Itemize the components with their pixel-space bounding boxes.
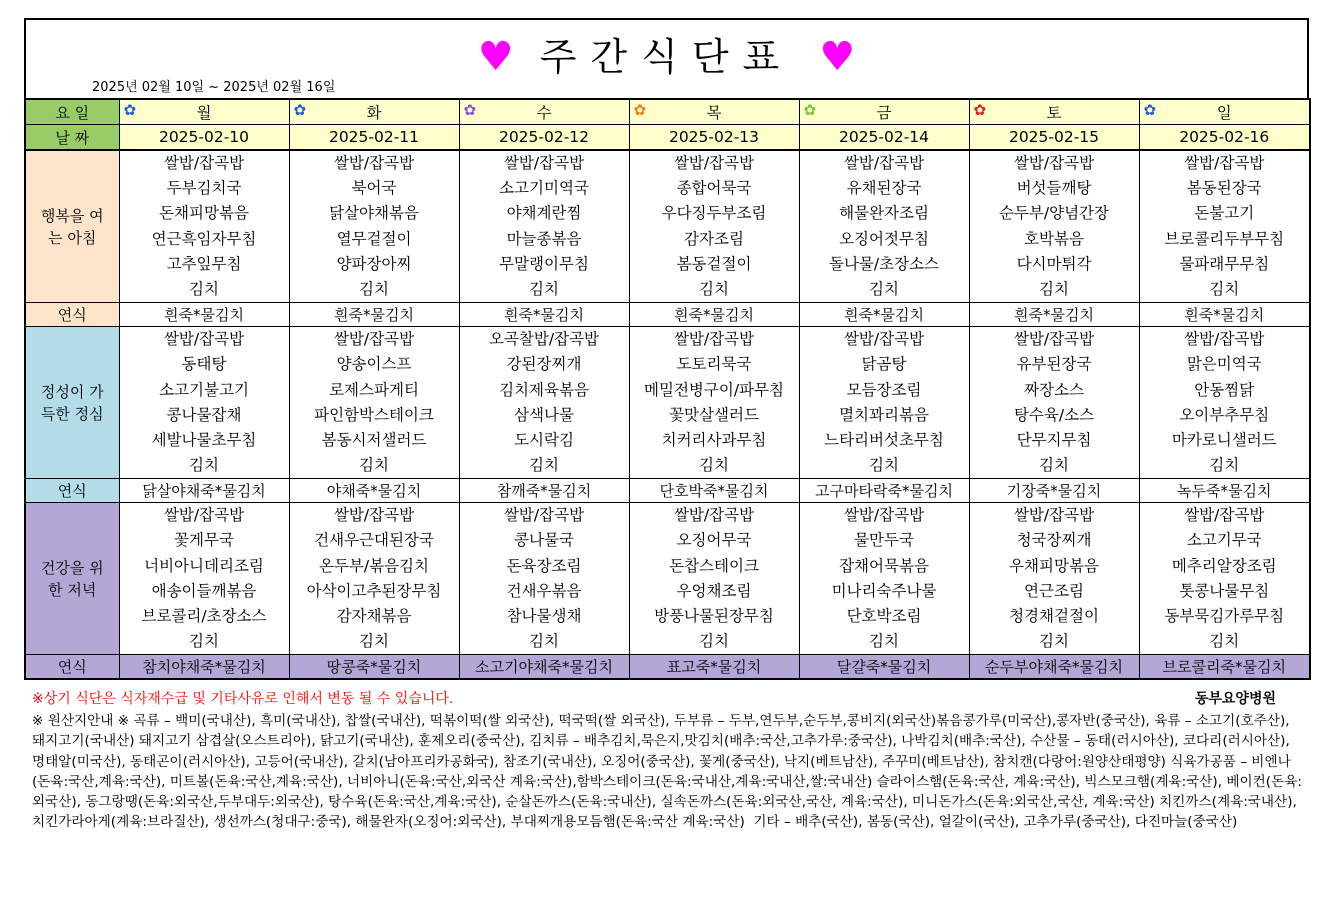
- menu-item: 김치: [529, 279, 559, 298]
- menu-item: 쌀밥/잡곡밥: [503, 506, 585, 525]
- menu-item: 브로콜리/초장소스: [141, 607, 267, 625]
- menu-item: 돌나물/초장소스: [828, 254, 940, 273]
- menu-item: 봄동된장국: [1186, 179, 1262, 198]
- day-header: [799, 99, 969, 125]
- menu-item: 쌀밥/잡곡밥: [843, 330, 925, 349]
- breakfast-cell: [1139, 150, 1310, 303]
- menu-item: 김치: [699, 456, 729, 475]
- lunch-cell: [799, 327, 969, 479]
- day-date: 2025-02-11: [289, 125, 459, 151]
- menu-item: 김치: [699, 632, 729, 651]
- lunch-cell: [119, 327, 289, 479]
- menu-item: 고추잎무침: [166, 254, 242, 273]
- menu-item: 단무지무침: [1016, 430, 1092, 449]
- breakfast-cell: [969, 150, 1139, 303]
- green-flower-icon: ✿: [803, 101, 817, 119]
- day-name: 목: [706, 104, 722, 122]
- menu-item: 김치: [1209, 279, 1240, 298]
- snack-label: 연식: [25, 303, 119, 327]
- snack-cell: 고구마타락죽*물김치: [799, 479, 969, 503]
- menu-item: 마늘종볶음: [506, 229, 582, 248]
- menu-item: 종합어묵국: [676, 179, 752, 198]
- day-header: [289, 99, 459, 125]
- snack-cell: 달걀죽*물김치: [799, 655, 969, 680]
- change-notice: ※상기 식단은 식자재수급 및 기타사유로 인해서 변동 될 수 있습니다.: [32, 691, 454, 707]
- menu-item: 김치: [529, 456, 559, 475]
- menu-item: 김치: [189, 456, 219, 475]
- day-name: 금: [876, 104, 892, 122]
- menu-item: 두부김치국: [166, 179, 242, 198]
- heart-icon: ♥: [819, 34, 856, 80]
- day-name: 월: [196, 104, 212, 122]
- menu-item: 닭곰탕: [861, 355, 907, 374]
- menu-item: 양송이스프: [336, 355, 412, 374]
- dinner-label: 건강을 위한 저녁: [25, 503, 119, 655]
- snack-cell: 순두부야채죽*물김치: [969, 655, 1139, 680]
- menu-item: 김치: [1039, 279, 1069, 298]
- menu-item: 감자조림: [684, 229, 744, 248]
- day-header: [459, 99, 629, 125]
- menu-item: 쌀밥/잡곡밥: [1184, 154, 1265, 172]
- menu-item: 오징어젓무침: [839, 229, 929, 248]
- menu-item: 우채피망볶음: [1009, 556, 1099, 575]
- menu-item: 양파장아찌: [336, 254, 412, 273]
- dinner-cell: [459, 503, 629, 655]
- menu-item: 애송이들깨볶음: [151, 581, 257, 600]
- menu-item: 야채계란찜: [506, 204, 582, 223]
- menu-item: 닭살야채볶음: [329, 204, 419, 223]
- lunch-cell: [289, 327, 459, 479]
- menu-item: 쌀밥/잡곡밥: [333, 154, 415, 172]
- menu-item: 브로콜리두부무침: [1164, 229, 1285, 248]
- menu-item: 안동찜닭: [1194, 380, 1255, 399]
- menu-item: 콩나물국: [514, 531, 574, 550]
- menu-item: 봄동겉절이: [676, 254, 752, 273]
- menu-item: 쌀밥/잡곡밥: [333, 330, 415, 349]
- menu-item: 소고기미역국: [499, 179, 589, 198]
- menu-item: 탕수육/소스: [1013, 405, 1095, 424]
- menu-item: 온두부/볶음김치: [318, 556, 430, 575]
- menu-item: 쌀밥/잡곡밥: [1184, 330, 1265, 349]
- menu-item: 다시마튀각: [1016, 254, 1092, 273]
- menu-item: 김치: [189, 279, 219, 298]
- snack-cell: 닭살야채죽*물김치: [119, 479, 289, 503]
- menu-item: 단호박조림: [846, 607, 922, 625]
- menu-item: 쌀밥/잡곡밥: [673, 154, 755, 172]
- day-date: 2025-02-10: [119, 125, 289, 151]
- snack-cell: 브로콜리죽*물김치: [1139, 655, 1310, 680]
- menu-item: 오곡찰밥/잡곡밥: [488, 330, 600, 349]
- heart-icon: ♥: [477, 34, 514, 80]
- menu-item: 김치: [869, 279, 899, 298]
- menu-item: 돈찹스테이크: [669, 556, 759, 575]
- menu-item: 쌀밥/잡곡밥: [843, 154, 925, 172]
- snack-label: 연식: [25, 655, 119, 680]
- snack-label: 연식: [25, 479, 119, 503]
- menu-item: 유부된장국: [1016, 355, 1092, 374]
- lunch-cell: [629, 327, 799, 479]
- menu-item: 김치: [1039, 632, 1069, 651]
- dinner-cell: [119, 503, 289, 655]
- menu-item: 방풍나물된장무침: [654, 607, 774, 625]
- menu-item: 쌀밥/잡곡밥: [163, 506, 245, 525]
- menu-item: 김치: [1209, 632, 1240, 651]
- lunch-label: 정성이 가득한 정심: [25, 327, 119, 479]
- day-date: 2025-02-12: [459, 125, 629, 151]
- menu-item: 로제스파게티: [329, 380, 419, 399]
- menu-item: 세발나물초무침: [151, 430, 257, 449]
- day-header: [629, 99, 799, 125]
- menu-item: 소고기무국: [1186, 531, 1262, 550]
- day-header: [1139, 99, 1310, 125]
- snack-cell: 흰죽*물김치: [799, 303, 969, 327]
- menu-item: 김치: [359, 632, 389, 651]
- menu-item: 미나리숙주나물: [831, 581, 937, 600]
- menu-table: [24, 98, 1311, 680]
- menu-item: 삼색나물: [514, 405, 574, 424]
- menu-item: 김치: [699, 279, 729, 298]
- menu-item: 김치: [189, 632, 219, 651]
- origin-info: ※ 원산지안내 ※ 곡류 – 백미(국내산), 흑미(국내산), 찹쌀(국내산), 떡볶이떡(쌀 외국산), 떡국떡(쌀 외국산), 두부류 – 두부,연두부,순두부,콩비지(외국산)볶음콩가루(미국산),콩자반(중국산), 육류 – 소고기(호주산), 돼지고기(국내산) 돼지고기 삼겹살(오스트리아), 닭고기(국내산), 훈제오리(중국산), 김치류 – 배추김치,묵은지,맛김치(배추:국산,고추가루:중국산), 나박김치(배추:국산), 수산물 – 동태(러시아산), 코다리(러시아산), 명태알(미국산), 동태곤이(러시아산), 고등어(국내산), 갈치(남아프리카공화국), 참조기(국내산), 오징어(중국산), 꽃게(중국산), 낙지(베트남산), 주꾸미(베트남산), 참치캔(다랑어:원양산태평양) 식육가공품 – 비엔나(돈육:국산,계육:국산), 미트볼(돈육:국산,계육:국산), 너비아니(돈육:국산,외국산 계육:국산),함박스테이크(돈육:국내산,계육:국내산,쌀:국내산) 슬라이스햄(돈육:국산, 계육:국산), 빅스모크햄(계육:국산), 베이컨(돈육:외국산), 동그랑땡(돈육:외국산,두부대두:외국산), 탕수육(돈육:국산,계육:국산), 순살돈까스(돈육:국내산), 실속돈까스(돈육:외국산,국산, 계육:국산), 미니돈가스(돈육:외국산,국산, 계육:국산) 치킨까스(계육:국내산),치킨가라아게(계육:브라질산), 생선까스(청대구:중국), 해물완자(오징어:외국산), 부대찌개용모듬햄(돈육:국산 계육:국산) 기타 – 배추(국산), 봄동(국산), 얼갈이(국산), 고추가루(중국산), 다진마늘(중국산): [32, 713, 1302, 831]
- hospital-name: 동부요양병원: [1194, 691, 1276, 707]
- menu-item: 메밀전병구이/파무침: [644, 380, 784, 399]
- menu-item: 북어국: [351, 179, 397, 198]
- menu-item: 치커리사과무침: [661, 430, 767, 449]
- menu-item: 순두부/양념간장: [998, 204, 1110, 223]
- day-name: 화: [366, 104, 382, 122]
- menu-item: 해물완자조림: [839, 204, 929, 223]
- menu-item: 청경채겉절이: [1009, 607, 1099, 625]
- menu-item: 멸치꽈리볶음: [839, 405, 929, 424]
- dinner-cell: [629, 503, 799, 655]
- date-label: 날 짜: [25, 125, 119, 151]
- menu-item: 오징어무국: [676, 531, 752, 550]
- day-header: [119, 99, 289, 125]
- menu-item: 쌀밥/잡곡밥: [1013, 154, 1095, 172]
- menu-item: 아삭이고추된장무침: [306, 581, 442, 600]
- dinner-cell: [799, 503, 969, 655]
- menu-item: 김치: [869, 632, 899, 651]
- day-date: 2025-02-13: [629, 125, 799, 151]
- orange-flower-icon: ✿: [633, 101, 647, 119]
- menu-item: 쌀밥/잡곡밥: [673, 330, 755, 349]
- menu-item: 돈채피망볶음: [159, 204, 249, 223]
- menu-item: 쌀밥/잡곡밥: [163, 330, 245, 349]
- snack-cell: 단호박죽*물김치: [629, 479, 799, 503]
- menu-item: 마카로니샐러드: [1171, 430, 1277, 449]
- snack-cell: 흰죽*물김치: [1139, 303, 1310, 327]
- menu-item: 맑은미역국: [1186, 355, 1262, 374]
- red-flower-icon: ✿: [973, 101, 987, 119]
- snack-cell: 흰죽*물김치: [289, 303, 459, 327]
- lunch-cell: [1139, 327, 1310, 479]
- menu-item: 꽃맛살샐러드: [669, 405, 759, 424]
- breakfast-cell: [629, 150, 799, 303]
- menu-item: 청국장찌개: [1016, 531, 1092, 550]
- breakfast-cell: [459, 150, 629, 303]
- menu-item: 김치: [1209, 456, 1240, 475]
- menu-item: 우다징두부조림: [661, 204, 767, 223]
- menu-item: 무말랭이무침: [499, 254, 589, 273]
- snack-cell: 녹두죽*물김치: [1139, 479, 1310, 503]
- menu-item: 메추리알장조림: [1171, 556, 1277, 575]
- menu-item: 봄동시저샐러드: [321, 430, 427, 449]
- snack-cell: 참치야채죽*물김치: [119, 655, 289, 680]
- lunch-cell: [459, 327, 629, 479]
- menu-item: 우엉채조림: [676, 581, 752, 600]
- lunch-cell: [969, 327, 1139, 479]
- title-text: 주간식단표: [539, 35, 794, 79]
- day-label: 요 일: [25, 99, 119, 125]
- dinner-cell: [1139, 503, 1310, 655]
- menu-item: 물만두국: [854, 531, 914, 550]
- menu-item: 물파래무무침: [1179, 254, 1270, 273]
- menu-item: 쌀밥/잡곡밥: [163, 154, 245, 172]
- breakfast-cell: [119, 150, 289, 303]
- dinner-cell: [969, 503, 1139, 655]
- menu-item: 쌀밥/잡곡밥: [1013, 506, 1095, 525]
- menu-item: 돈불고기: [1194, 204, 1255, 223]
- snack-cell: 흰죽*물김치: [459, 303, 629, 327]
- menu-item: 짜장소스: [1024, 380, 1084, 399]
- menu-item: 쌀밥/잡곡밥: [1013, 330, 1095, 349]
- day-header: [969, 99, 1139, 125]
- menu-item: 강된장찌개: [506, 355, 582, 374]
- title-box: [24, 18, 1309, 98]
- snack-cell: 기장죽*물김치: [969, 479, 1139, 503]
- snack-cell: 참깨죽*물김치: [459, 479, 629, 503]
- page-title: [26, 26, 1307, 81]
- menu-item: 쌀밥/잡곡밥: [333, 506, 415, 525]
- menu-item: 콩나물잡채: [166, 405, 242, 424]
- menu-item: 오이부추무침: [1179, 405, 1270, 424]
- menu-item: 열무겉절이: [336, 229, 412, 248]
- menu-item: 건새우근대된장국: [314, 531, 434, 550]
- snack-cell: 땅콩죽*물김치: [289, 655, 459, 680]
- menu-item: 참나물생채: [506, 607, 582, 625]
- snack-cell: 표고죽*물김치: [629, 655, 799, 680]
- menu-item: 동태탕: [181, 355, 227, 374]
- menu-item: 파인함박스테이크: [314, 405, 434, 424]
- day-name: 일: [1216, 104, 1232, 122]
- menu-item: 김치: [529, 632, 559, 651]
- breakfast-label: 행복을 여는 아침: [25, 150, 119, 303]
- snack-cell: 흰죽*물김치: [119, 303, 289, 327]
- blue-flower-icon: ✿: [1143, 101, 1157, 119]
- day-name: 수: [536, 104, 552, 122]
- day-date: 2025-02-14: [799, 125, 969, 151]
- menu-item: 너비아니데리조림: [144, 556, 264, 575]
- breakfast-cell: [799, 150, 969, 303]
- menu-item: 도토리묵국: [676, 355, 752, 374]
- blue-flower-icon: ✿: [293, 101, 307, 119]
- menu-item: 김치제육볶음: [499, 380, 589, 399]
- menu-item: 쌀밥/잡곡밥: [843, 506, 925, 525]
- menu-item: 쌀밥/잡곡밥: [503, 154, 585, 172]
- day-date: 2025-02-16: [1139, 125, 1310, 151]
- menu-item: 쌀밥/잡곡밥: [673, 506, 755, 525]
- day-date: 2025-02-15: [969, 125, 1139, 151]
- menu-item: 유채된장국: [846, 179, 922, 198]
- menu-item: 건새우볶음: [506, 581, 582, 600]
- menu-period: 2025년 02월 10일 ~ 2025년 02월 16일: [92, 80, 336, 95]
- breakfast-cell: [289, 150, 459, 303]
- blue-flower-icon: ✿: [123, 101, 137, 119]
- menu-item: 김치: [869, 456, 899, 475]
- menu-item: 김치: [1039, 456, 1069, 475]
- menu-item: 감자채볶음: [336, 607, 412, 625]
- menu-item: 동부묵김가루무침: [1164, 607, 1285, 625]
- menu-item: 버섯들깨탕: [1016, 179, 1092, 198]
- menu-item: 모듬장조림: [846, 380, 922, 399]
- menu-item: 김치: [359, 279, 389, 298]
- weekly-menu-sheet: [24, 18, 1309, 680]
- snack-cell: 야채죽*물김치: [289, 479, 459, 503]
- menu-item: 쌀밥/잡곡밥: [1184, 506, 1265, 525]
- menu-item: 연근조림: [1024, 581, 1084, 600]
- snack-cell: 흰죽*물김치: [629, 303, 799, 327]
- purple-flower-icon: ✿: [463, 101, 477, 119]
- menu-item: 꽃게무국: [174, 531, 234, 550]
- menu-item: 잡채어묵볶음: [839, 556, 929, 575]
- menu-item: 느타리버섯초무침: [824, 430, 944, 449]
- menu-item: 호박볶음: [1024, 229, 1084, 248]
- dinner-cell: [289, 503, 459, 655]
- menu-item: 소고기불고기: [159, 380, 249, 399]
- menu-item: 연근흑임자무침: [151, 229, 257, 248]
- menu-item: 돈육장조림: [506, 556, 582, 575]
- menu-item: 김치: [359, 456, 389, 475]
- day-name: 토: [1046, 104, 1062, 122]
- menu-item: 톳콩나물무침: [1179, 581, 1270, 600]
- menu-item: 도시락김: [514, 430, 574, 449]
- snack-cell: 소고기야채죽*물김치: [459, 655, 629, 680]
- snack-cell: 흰죽*물김치: [969, 303, 1139, 327]
